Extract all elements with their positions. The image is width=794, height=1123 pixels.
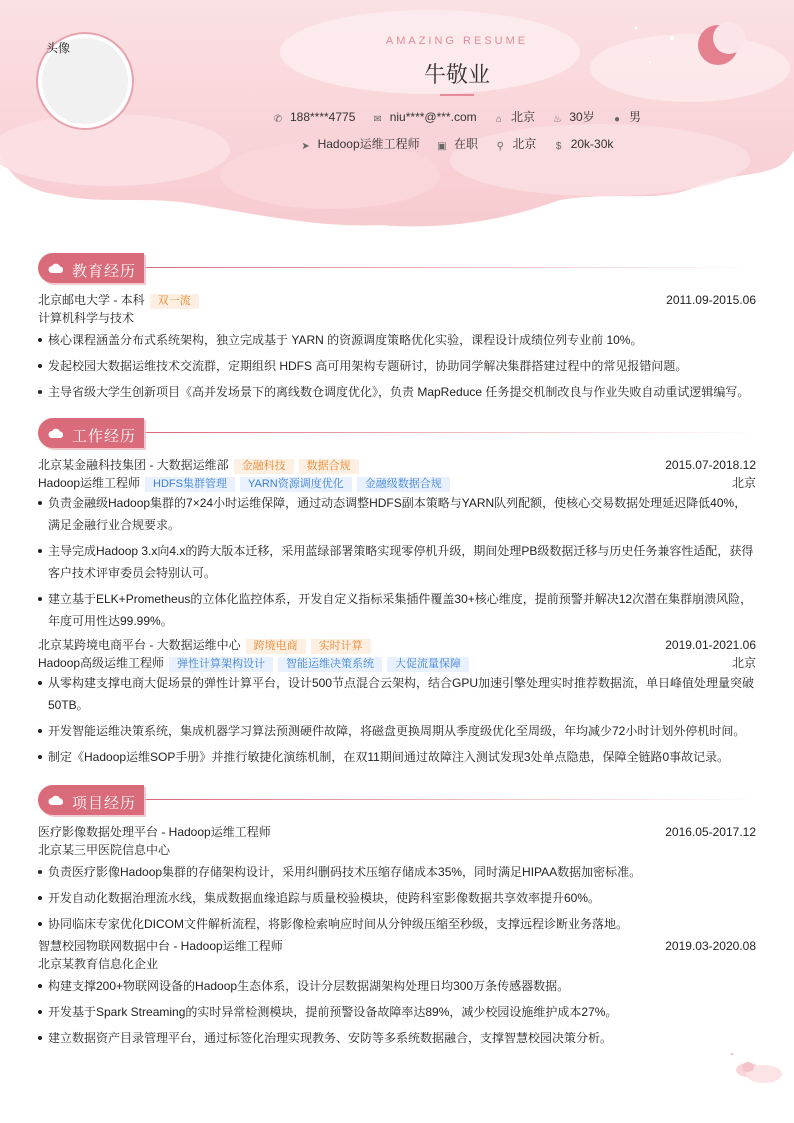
list-item: 发起校园大数据运维技术交流群，定期组织 HDFS 高可用架构专题研讨，协助同学解决集群搭建过程中的常见报错问题。 — [38, 355, 756, 377]
project-bullets — [38, 861, 756, 935]
list-item: 构建支撑200+物联网设备的Hadoop生态体系，设计分层数据湖架构处理日均300万条传感器数据。 — [38, 975, 756, 997]
list-item: 主导完成Hadoop 3.x向4.x的跨大版本迁移，采用蓝绿部署策略实现零停机升级，期间处理PB级数据迁移与历史任务兼容性适配，获得客户技术评审委员会特别认可。 — [38, 540, 756, 584]
project-title: 医疗影像数据处理平台 - Hadoop运维工程师 — [38, 825, 271, 839]
list-item: 建立基于ELK+Prometheus的立体化监控体系，开发自定义指标采集插件覆盖30+核心维度，提前预警并解决12次潜在集群崩溃风险，年度可用性达99.99%。 — [38, 588, 756, 632]
briefcase-icon: ▣ — [437, 141, 447, 152]
school-tag: 双一流 — [150, 294, 199, 309]
location-icon: ⚲ — [496, 141, 504, 152]
project-date: 2019.03-2020.08 — [665, 939, 756, 953]
skill-tag: 金融级数据合规 — [357, 477, 450, 492]
project-entry — [38, 823, 756, 935]
list-item: 开发自动化数据治理流水线，集成数据血缘追踪与质量校验模块，使跨科室影像数据共享效率提升60%。 — [38, 887, 756, 909]
project-title: 智慧校园物联网数据中台 - Hadoop运维工程师 — [38, 939, 283, 953]
section-projects-header — [38, 785, 758, 817]
section-divider — [146, 432, 758, 433]
contact-phone: ✆ 188****4775 — [273, 110, 356, 125]
skill-tag: HDFS集群管理 — [145, 477, 235, 492]
work-bullets — [38, 672, 756, 768]
education-date: 2011.09-2015.06 — [666, 293, 756, 307]
cloud-icon — [48, 427, 64, 439]
industry-tag: 数据合规 — [299, 459, 359, 474]
list-item: 负责医疗影像Hadoop集群的存储架构设计，采用纠删码技术压缩存储成本35%，同时满足HIPAA数据加密标准。 — [38, 861, 756, 883]
project-org: 北京某三甲医院信息中心 — [38, 843, 171, 857]
education-bullets — [38, 329, 756, 403]
candidate-name: 牛敬业 — [423, 62, 490, 87]
section-divider — [146, 267, 758, 268]
job-role: Hadoop高级运维工程师 — [38, 656, 165, 670]
tagline: AMAZING RESUME — [385, 35, 529, 47]
cake-icon: ♨ — [552, 114, 562, 125]
section-title: 教育经历 — [72, 263, 137, 280]
company-name: 北京某跨境电商平台 - 大数据运维中心 — [38, 638, 241, 652]
contact-city: ⌂ 北京 — [495, 110, 535, 125]
work-city: 北京 — [731, 476, 756, 490]
corner-cloud-icon — [728, 1050, 788, 1090]
person-icon: ● — [613, 114, 621, 125]
avatar-label: 头像 — [46, 41, 71, 55]
job-intent-row — [0, 135, 794, 152]
section-title: 项目经历 — [72, 795, 137, 812]
list-item: 从零构建支撑电商大促场景的弹性计算平台，设计500节点混合云架构，结合GPU加速引擎处理实时推荐数据流，单日峰值处理量突破50TB。 — [38, 672, 756, 716]
section-title: 工作经历 — [72, 428, 137, 445]
intent-city: ⚲ 北京 — [496, 137, 537, 152]
list-item: 开发基于Spark Streaming的实时异常检测模块，提前预警设备故障率达89%，减少校园设施维护成本27%。 — [38, 1001, 756, 1023]
job-role: Hadoop运维工程师 — [38, 476, 141, 490]
list-item: 协同临床专家优化DICOM文件解析流程，将影像检索响应时间从分钟级压缩至秒级，支撑远程诊断业务落地。 — [38, 913, 756, 935]
project-bullets — [38, 975, 756, 1049]
send-icon: ➤ — [301, 141, 310, 152]
work-bullets — [38, 492, 756, 632]
skill-tag: 大促流量保障 — [387, 657, 469, 672]
skill-tag: 智能运维决策系统 — [278, 657, 382, 672]
work-date: 2019.01-2021.06 — [665, 638, 756, 652]
intent-status: ▣ 在职 — [437, 137, 478, 152]
industry-tag: 实时计算 — [311, 639, 371, 654]
school-name: 北京邮电大学 - 本科 — [38, 293, 145, 307]
major: 计算机科学与技术 — [38, 311, 135, 325]
education-entry — [38, 291, 756, 403]
work-date: 2015.07-2018.12 — [665, 458, 756, 472]
project-date: 2016.05-2017.12 — [665, 825, 756, 839]
company-name: 北京某金融科技集团 - 大数据运维部 — [38, 458, 229, 472]
list-item: 主导省级大学生创新项目《高并发场景下的离线数仓调度优化》，负责 MapReduce 任务提交机制改良与作业失败自动重试逻辑编写。 — [38, 381, 756, 403]
list-item: 负责金融级Hadoop集群的7×24小时运维保障，通过动态调整HDFS副本策略与YARN队列配额，使核心交易数据处理延迟降低40%，满足金融行业合规要求。 — [38, 492, 756, 536]
industry-tag: 金融科技 — [234, 459, 294, 474]
intent-salary: $ 20k-30k — [554, 137, 614, 152]
list-item: 核心课程涵盖分布式系统架构，独立完成基于 YARN 的资源调度策略优化实验，课程设计成绩位列专业前 10%。 — [38, 329, 756, 351]
section-education-header — [38, 253, 758, 285]
cloud-icon — [48, 794, 64, 806]
mail-icon: ✉ — [373, 114, 382, 125]
list-item: 建立数据资产目录管理平台，通过标签化治理实现教务、安防等多系统数据融合，支撑智慧校园决策分析。 — [38, 1027, 756, 1049]
section-divider — [146, 799, 758, 800]
phone-icon: ✆ — [273, 114, 283, 125]
list-item: 开发智能运维决策系统，集成机器学习算法预测硬件故障，将磁盘更换周期从季度级优化至周级，年均减少72小时计划外停机时间。 — [38, 720, 756, 742]
contact-email: ✉ niu****@***.com — [373, 110, 477, 125]
skill-tag: YARN资源调度优化 — [240, 477, 352, 492]
contact-row — [0, 108, 794, 125]
project-entry — [38, 937, 756, 1049]
name-underline — [440, 94, 474, 96]
intent-position: ➤ Hadoop运维工程师 — [301, 137, 420, 152]
contact-gender: ● 男 — [613, 110, 642, 125]
work-city: 北京 — [731, 656, 756, 670]
money-icon: $ — [555, 141, 562, 152]
skill-tag: 弹性计算架构设计 — [169, 657, 273, 672]
home-icon: ⌂ — [495, 114, 502, 125]
list-item: 制定《Hadoop运维SOP手册》并推行敏捷化演练机制，在双11期间通过故障注入测试发现3处单点隐患，保障全链路0事故记录。 — [38, 746, 756, 768]
work-entry — [38, 636, 756, 768]
project-org: 北京某教育信息化企业 — [38, 957, 159, 971]
section-work-header — [38, 418, 758, 450]
work-entry — [38, 456, 756, 632]
industry-tag: 跨境电商 — [246, 639, 306, 654]
contact-age: ♨ 30岁 — [552, 110, 595, 125]
cloud-icon — [48, 262, 64, 274]
